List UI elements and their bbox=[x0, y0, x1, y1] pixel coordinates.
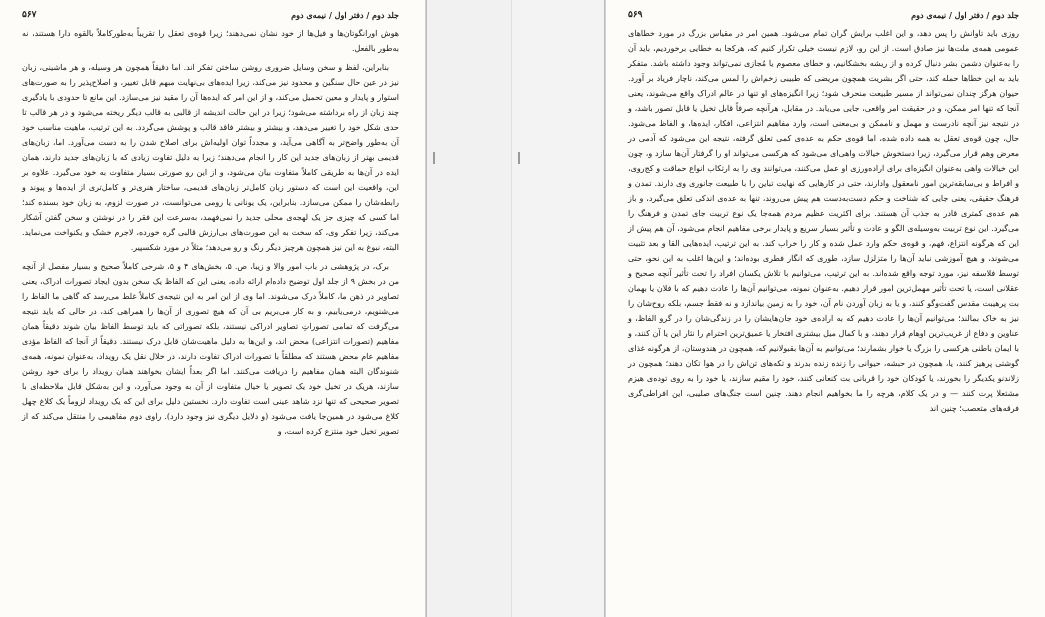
left-header-title: جلد دوم / دفتر اول / نیمه‌ی دوم bbox=[291, 10, 399, 20]
page-gutter-left bbox=[427, 0, 512, 617]
right-paragraph-1: روزی باید تاوانش را پس دهد، و این اغلب برایش گران تمام می‌شود. همین امر در مقیاس بزرگ در مورد خطاهای عمومی همه‌ی ملت‌ها نیز صادق است. از این رو، لازم نیست خیلی تکرار کنیم که، هرکجا به خطایی برخوردیم، باید آن را به‌عنوان دشمن بشر دنبال کرده و از ریشه بخشکانیم، و خطای معصوم یا مُجازی نمی‌تواند وجود داشته باشد. متفکر باید به این خطاها حمله کند، حتی اگر بشریت همچون مریضی که طبیبی زخم‌اش را لمس می‌کند، ناچار فریاد بر آورد. حیوان هرگز چندان نمی‌تواند از مسیر طبیعت منحرف شود؛ زیرا انگیزه‌های او تنها در عالم ادراک واقع می‌شوند، یعنی آنجا که تنها امر ممکن، و در حقیقت امر واقعی، جایی می‌یابد. در مقابل، هرآنچه صرفاً قابل تخیل یا قابل تصور باشد، و در نتیجه نیز آنچه نادرست و مهمل و ناممکن و بی‌معنی است، وارد مفاهیم انتزاعی، افکار، ایده‌ها، و الفاظ می‌شود. حال، چون قوه‌ی تعقل به همه داده شده، اما قوه‌ی حکم به عده‌ی کمی تعلق گرفته، نتیجه این می‌شود که آدمی در معرض وهم قرار می‌گیرد، زیرا دستخوش خیالات واهی‌ای می‌شود که هرکسی می‌تواند او را گرفتار آن‌ها سازد و، چون این خیالات واهی به‌عنوان انگیزه‌ای برای اراده‌ورزی او عمل می‌کنند، می‌توانند وی را به ارتکاب انواع حماقت و کج‌روی، و افراط و بی‌سابقه‌ترین امور نامعقول وادارند، حتی در کارهایی که نهایت تباین را با طبیعت جانوری وی دارند. تمدن و فرهنگ حقیقی، یعنی جایی که شناخت و حکم دست‌به‌دست هم پیش می‌روند، تنها به عده‌ی اندکی تعلق می‌گیرد، و باز هم عده‌ی کمتری قادر به جذب آن هستند. برای اکثریت عظیم مردم همه‌جا یک نوع تربیت جای تمدن و فرهنگ را می‌گیرد. این نوع تربیت به‌وسیله‌ی الگو و عادت و تأثیر بسیار سریع و پایدار برخی مفاهیم انجام می‌شود، آن هم پیش از این که هرگونه انتزاع، فهم، و قوه‌ی حکم وارد عمل شده و کار را خراب کند. به این ترتیب، ایده‌هایی القا و بعد تثبیت می‌شوند، و هیچ آموزشی نباید آن‌ها را متزلزل سازد، طوری که انگار فطری بوده‌اند؛ و این‌ها اغلب به این نحو، حتی توسط فلاسفه نیز، مورد توجه واقع شده‌اند. به این ترتیب، می‌توانیم با تلاش یکسان افراد را تحت تأثیر آنچه صحیح و عقلانی است، یا تحت تأثیر مهمل‌ترین امور قرار دهیم. به‌عنوان نمونه، می‌توانیم آن‌ها را عادت دهیم که با فلان یا بهمان بت پرهیبت مقدس گفت‌وگو کنند، و یا به زبان آوردن نام آن، خود را به زمین بیاندازد و نه فقط جسم، بلکه روح‌شان را نیز به خاک بمالند؛ می‌توانیم آن‌ها را عادت دهیم که به اراده‌ی خود جان‌هایشان را در زندگی‌شان را در گرو الفاظ، و عناوین و دفاع از غریب‌ترین اوهام قرار دهند، و با کمال میل بیشتری افتخار یا عمیق‌ترین احترام را نثار این یا آن کنند، و با ایمان باطنی هرکسی را بزرگ یا خوار بشمارند؛ می‌توانیم به آن‌ها بقبولانیم که، همچون در هندوستان، از هرگونه غذای گوشتی پرهیز کنند، یا، همچون در حبشه، حیوانی را زنده زنده بدرند و تکه‌های تن‌اش را در هوا تکان دهند؛ همچون در زلاندنو یکدیگر را بخورند، یا کودکان خود را قربانی بت کنعانی کنند، خود را مقیم سازند، یا خود را به روی توده‌ی هیزم مشتعلا پرت کنند — و در یک کلام، هرچه را ما بخواهیم انجام دهند. چنین است جنگ‌های صلیبی، این افراطی‌گری فرقه‌های متعصب؛ چنین اند bbox=[628, 29, 1020, 413]
page-edge-marker-right bbox=[518, 152, 520, 164]
left-page-body bbox=[22, 26, 399, 439]
right-page bbox=[605, 0, 1045, 617]
page-gutter-right bbox=[512, 0, 604, 617]
page-edge-marker-left bbox=[433, 152, 435, 164]
right-header-title: جلد دوم / دفتر اول / نیمه‌ی دوم bbox=[911, 10, 1019, 20]
right-page-number: ۵۶۹ bbox=[628, 10, 643, 20]
left-page bbox=[0, 0, 426, 617]
right-page-body bbox=[628, 26, 1019, 416]
left-paragraph-1: هوش اورانگوتان‌ها و فیل‌ها از خود نشان نمی‌دهند؛ زیرا قوه‌ی تعقل را تقریباً به‌طورکاملاً بالقوه دارا هستند، نه به‌طور بالفعل. bbox=[22, 29, 399, 53]
left-paragraph-2: بنابراین، لفظ و سخن وسایل ضروری روشن ساختن تفکر اند. اما دقیقاً همچون هر وسیله، و هر ماشینی، زبان نیز در عین حال سنگین و محدود نیز می‌کند، زیرا ایده‌های بی‌نهایت مبهم قابل تغییر، و اصلاح‌پذیر را به صورت‌های استوار و پایدار و معین تحمیل می‌کند، و از این امر که ایده‌ها آن را مقید نیز می‌سازد. این مانع تا حدودی با یادگیری چند زبان از راه برداشته می‌شود؛ زیرا در این حالت اندیشه از قالبی به قالب دیگر ریخته می‌شود و در هر قالب تا حدی شکل خود را تغییر می‌دهد، و بیشتر و بیشتر فاقد قالب و پوشش می‌گردد. به این ترتیب، ماهیت مناسب خود آن به‌طور واضح‌تر به آگاهی می‌آید، و مجدداً توان اولیه‌اش برای اصلاح شدن را به دست می‌آورد. اما، زبان‌های قدیمی بهتر از زبان‌های جدید این کار را انجام می‌دهند؛ زیرا به دلیل تفاوت زیادی که با زبان‌های جدید دارند، همان ایده در آن‌ها به طریقی کاملاً متفاوت بیان می‌شود، و از این رو صورتی بسیار متفاوت به خود می‌گیرد. علاوه بر این، واقعیت این است که دستور زبان کامل‌تر زبان‌های قدیمی، ساختار هنری‌تر و کامل‌تری از ایده‌ها و پیوند و رابطه‌شان را ممکن می‌سازد. بنابراین، یک یونانی یا رومی می‌توانست، در صورت لزوم، به زبان خود بسنده کند؛ اما کسی که چیزی جز یک لهجه‌ی محلی جدید را نمی‌فهمد، به‌سرعت این فقر را در نوشتن و سخن گفتن آشکار می‌کند، زیرا تفکر وی، که سخت به این صورت‌های بی‌ارزش قالبی گره خورده، لاجرم خشک و یکنواخت می‌نماید. البته، نبوغ به این نیز همچون هرچیز دیگر رنگ و رو می‌دهد؛ مثلاً در مورد شکسپیر. bbox=[22, 63, 400, 252]
left-page-header bbox=[22, 10, 399, 20]
left-paragraph-3: برک، در پژوهشی در باب امور والا و زیبا، ص. ۵، بخش‌های ۴ و ۵، شرحی کاملاً صحیح و بسیار مفصل از آنچه من در بخش ۹ از جلد اول توضیح داده‌ام ارائه داده، یعنی این که الفاظ یک سخن بدون ایجاد تصورات ادراک، یعنی تصاویر در ذهن ما، کاملاً درک می‌شوند. اما وی از این امر به این نتیجه‌ی کاملاً غلط می‌رسد که گاهی ما الفاظ را می‌شنویم، درمی‌یابیم، و به کار می‌بریم بی آن که هیچ تصوری از آن‌ها را همراهی کند، در حالی که باید نتیجه می‌گرفت که تمامی تصوراتِ تصاویر ادراکی نیستند، بلکه تصوراتی که باید توسط الفاظ بیان شوند دقیقاً همان مفاهیم (تصورات انتزاعی) محض اند، و این‌ها به دلیل ماهیت‌شان قابل درک نیستند. دقیقاً از آنجا که الفاظ مؤدی مفاهیم عام محض هستند که مطلقاً با تصورات ادراک تفاوت دارند، در خلال نقل یک رویداد، به‌عنوان نمونه، همه‌ی شنوندگان البته همان مفاهیم را دریافت می‌کنند. اما اگر بعداً ایشان بخواهند همان رویداد را برای خود روشن سازند، هریک در تخیل خود یک تصویر یا خیال متفاوت از آن به وجود می‌آورد، و این به‌شکل قابل ملاحظه‌ای با تصویر صحیحی که تنها نزد شاهد عینی است تفاوت دارد. نخستین دلیل برای این که یک رویداد لزوماً یک کلاغ چهل کلاغ می‌شود در همین‌جا یافت می‌شود (و دلایل دیگری نیز وجود دارد). راوی دوم مفاهیمی را منتقل می‌کند که از تصویر تخیل خود منتزع کرده است، و bbox=[22, 262, 400, 436]
right-page-header bbox=[628, 10, 1019, 20]
left-page-number: ۵۶۷ bbox=[22, 10, 37, 20]
